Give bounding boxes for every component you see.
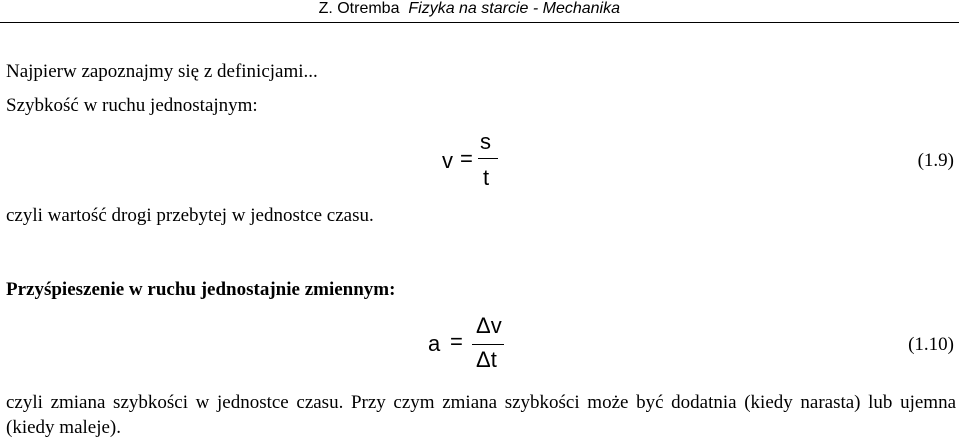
section1-heading: Szybkość w ruchu jednostajnym: <box>6 95 258 116</box>
formula-speed-denominator: t <box>483 165 490 190</box>
section1-note: czyli wartość drogi przebytej w jednostce czasu. <box>6 205 374 226</box>
section2-note: czyli zmiana szybkości w jednostce czasu. Przy czym zmiana szybkości może być dodatnia (kiedy narasta) lub ujemna (kiedy maleje). <box>6 392 956 438</box>
formula-speed-equals: = <box>460 146 473 171</box>
formula-acceleration-fraction-bar <box>472 344 504 345</box>
formula-speed-lhs: v <box>442 148 453 173</box>
intro-text: Najpierw zapoznajmy się z definicjami... <box>6 61 318 82</box>
section2-heading: Przyśpieszenie w ruchu jednostajnie zmiennym: <box>6 279 396 300</box>
equation-number-1-9: (1.9) <box>917 150 954 171</box>
formula-speed-fraction-bar <box>478 158 498 159</box>
formula-acceleration-lhs: a <box>428 331 441 356</box>
header-author: Z. Otremba <box>318 0 400 17</box>
formula-acceleration-numerator: Δv <box>476 313 502 338</box>
page-header <box>0 0 959 23</box>
formula-acceleration-equals: = <box>450 329 463 354</box>
formula-acceleration-denominator: Δt <box>476 347 497 372</box>
equation-number-1-10: (1.10) <box>908 334 954 355</box>
header-text <box>319 0 620 18</box>
header-book-title: Fizyka na starcie - Mechanika <box>408 0 620 17</box>
formula-speed-numerator: s <box>480 129 491 154</box>
